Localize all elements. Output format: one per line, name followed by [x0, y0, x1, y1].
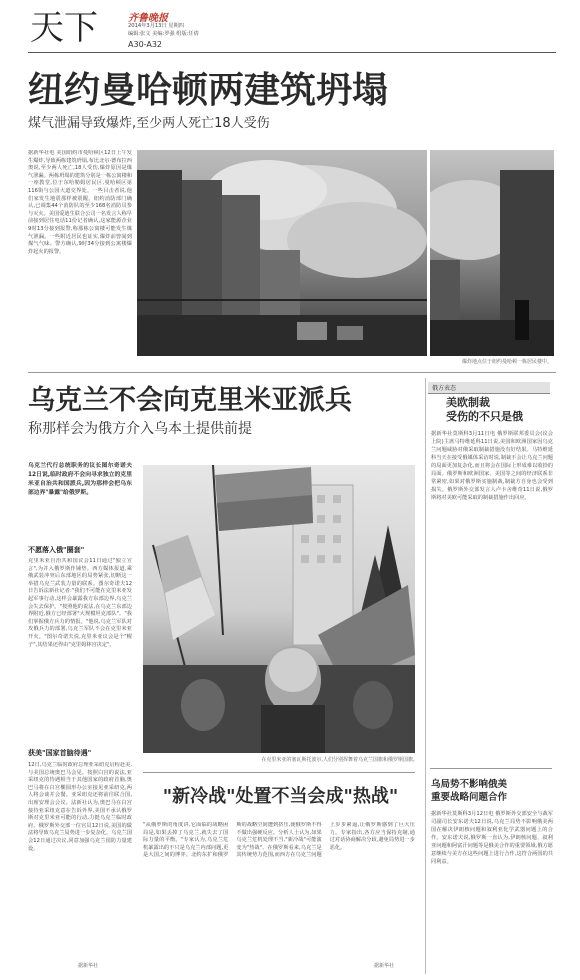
story2-col1-body: 克里米亚自治共和国议会11日通过"独立宣言",为并入俄罗斯作铺垫。西方媒体报道,乘俄武装冲突后东部地区的局势紧张,切断这一举措乌克兰武装力量的联系。图尔奇诺夫12日告诉法新社记者:"我们不可能在克里米亚发起军事行动,这样会暴露我方东部边界,乌克兰会失去保护。"按照他的说法,在乌克兰东部边界附近,俄方已经部署"大规模坦克部队"。"我们掌握俄方兵力的情报。"他说,乌克兰军队对攻俄兵力的部署,乌克兰军队不会在克里米亚开火。"图尔奇诺夫说,克里米亚议会是个"幌子",其结果还得由"克里姆林宫决定"。 — [28, 558, 132, 648]
sidebar-body-2: 据新华社莫斯科3月12日电 俄罗斯外交部安全与裁军司副司长安东诺夫12日说,乌克兰局势不影响俄美两国在解决伊朗核问题和叙利亚化学武器问题上的合作。安东诺夫说,俄罗斯一直认为,伊朗核问题、叙利亚问题和阿富汗问题等是俄美合作的重要领域,俄方愿意继续与美方在这些问题上进行合作,这符合两国的共同利益。 — [431, 811, 553, 865]
sidebar-headline-2: 乌局势不影响俄美 重要战略问题合作 — [431, 779, 508, 803]
sidebar-headline-1: 美欧制裁 受伤的不只是俄 — [446, 396, 523, 423]
section-title: 天下 — [30, 8, 98, 48]
story1-caption: 爆炸地点位于纽约曼哈顿一栋居民楼中。 — [461, 359, 552, 365]
story2-lead: 乌克兰代行总统职务的议长图尔奇诺夫12日说,临时政府不会向寻求独立的克里米亚自治共和国派兵,因为那样会把乌东部边界"暴露"给俄罗斯。 — [28, 463, 132, 496]
story1-body: 据新华社电 美国纽约市曼哈顿区12日上午发生爆炸,导致两栋建筑坍塌,布比北尔·德布拉西奥说,至少两人死亡,18人受伤,爆炸原因是煤气泄漏。两栋坍塌的建筑分别是一栋公寓楼和一座教堂,位于东哈勒姆居民区,曼哈顿区第116街与公园大道交界处。一些目击者说,他们家发生地震那样被震醒。纽约消防部门确认,已调集44个消防队的至少168名消防员参与灭火。美国爱迪生联合公司一名发言人称早前接到居住电话11份记者确认,这家能源企业9时13分接到报警,称那栋公寓楼可能发生煤气泄漏。一些附近居民也证实,爆炸前曾闻到煤气气味。警方确认,9时34分接到公寓楼爆炸起火的报警。 — [28, 150, 132, 255]
story2-subhead: 称那样会为俄方介入乌本土提供前提 — [28, 421, 252, 437]
story1-subhead: 煤气泄漏导致爆炸,至少两人死亡18人受伤 — [28, 116, 270, 131]
sidebar-section-label: 俄方表态 — [428, 382, 550, 394]
editor-credits: 编辑:张文 美编:罗强 组版:任倩 — [128, 31, 199, 37]
story2-subhead-2: 获美"国家首脑待遇" — [28, 749, 92, 757]
explosion-photo-1 — [137, 150, 427, 356]
crimea-flag-photo — [143, 465, 415, 753]
story1-headline: 纽约曼哈顿两建筑坍塌 — [28, 70, 389, 111]
story3-source: 据新华社 — [374, 963, 395, 969]
explosion-photo-2 — [430, 150, 554, 356]
story3-headline: "新冷战"处置不当会成"热战" — [162, 786, 399, 807]
story3-body-col1: "从俄罗斯的角度讲,它面临的战略困局是,如果丢掉了乌克兰,就失去了国际力量的平衡。"专家认为,乌克兰危机暴露出的不只是乌克兰内部问题,更是大国之间的博弈。北约东扩和俄罗斯的战略空间遭到挤压,使俄罗斯不得不做出强硬反应。分析人士认为,如果乌克兰危机处理不当,"新冷战"可能演变为"热战"。在俄罗斯看来,乌克兰是其传统势力范围,而西方在乌克兰问题上步步紧逼,让俄罗斯感到了巨大压力。专家指出,各方应当保持克制,通过对话协商解决分歧,避免局势进一步恶化。 — [143, 822, 415, 859]
paper-logo: 齐鲁晚报 — [128, 13, 168, 24]
issue-date: 2014年3月13日 星期四 — [128, 23, 184, 29]
page-range: A30-A32 — [128, 40, 163, 49]
sidebar-body-1: 据新华社莫斯科3月11日电 俄罗斯联邦委员会(议会上院)主席马特维延科11日说,美国和欧洲国家因乌克兰问题威胁对俄采取制裁措施没有好结果。马特维延科当天在接受俄媒体采访时说,制裁不会让乌克兰问题的局面更加复杂化,而且将会在国际上形成难以收拾的局面。俄罗斯和欧洲国家、美国等之间的经济联系非常紧密,如果对俄罗斯实施制裁,制裁方自身也会受到损失。俄罗斯外交部发言人卢卡舍维奇11日说,俄罗斯将对美欧可能采取的制裁措施作出回应。 — [431, 431, 553, 501]
story2-photo-caption: 在克里米亚的塞瓦斯托波尔,人们分别挥舞着乌克兰国旗和俄罗斯国旗。 — [261, 757, 418, 763]
story2-source: 据新华社 — [78, 963, 99, 969]
story2-headline: 乌克兰不会向克里米亚派兵 — [28, 385, 352, 416]
story2-subhead-1: 不愿落入俄"圈套" — [28, 546, 85, 554]
story2-col1-body-2: 12日,乌克兰临时政府总理亚采纽克启程赴美,与美国总统奥巴马会见。按照白宫的说法,亚采纽克的待遇相当于其他国家的政府首脑,奥巴马将在白宫椭圆形办公室接见亚采纽克,两人将会谈并会餐。亚采纽克还将前往联合国,出席安理会会议。法新社认为,奥巴马在白宫接待亚采纽克意在告诉外界,美国不承认俄罗斯对克里米亚可能的行动,力挺乌克兰临时政府。俄罗斯外交部一位官员12日说,美国的做法将导致乌克兰局势进一步复杂化。乌克兰国会12日通过决议,同意加强乌克兰国防力量建设。 — [28, 762, 132, 852]
